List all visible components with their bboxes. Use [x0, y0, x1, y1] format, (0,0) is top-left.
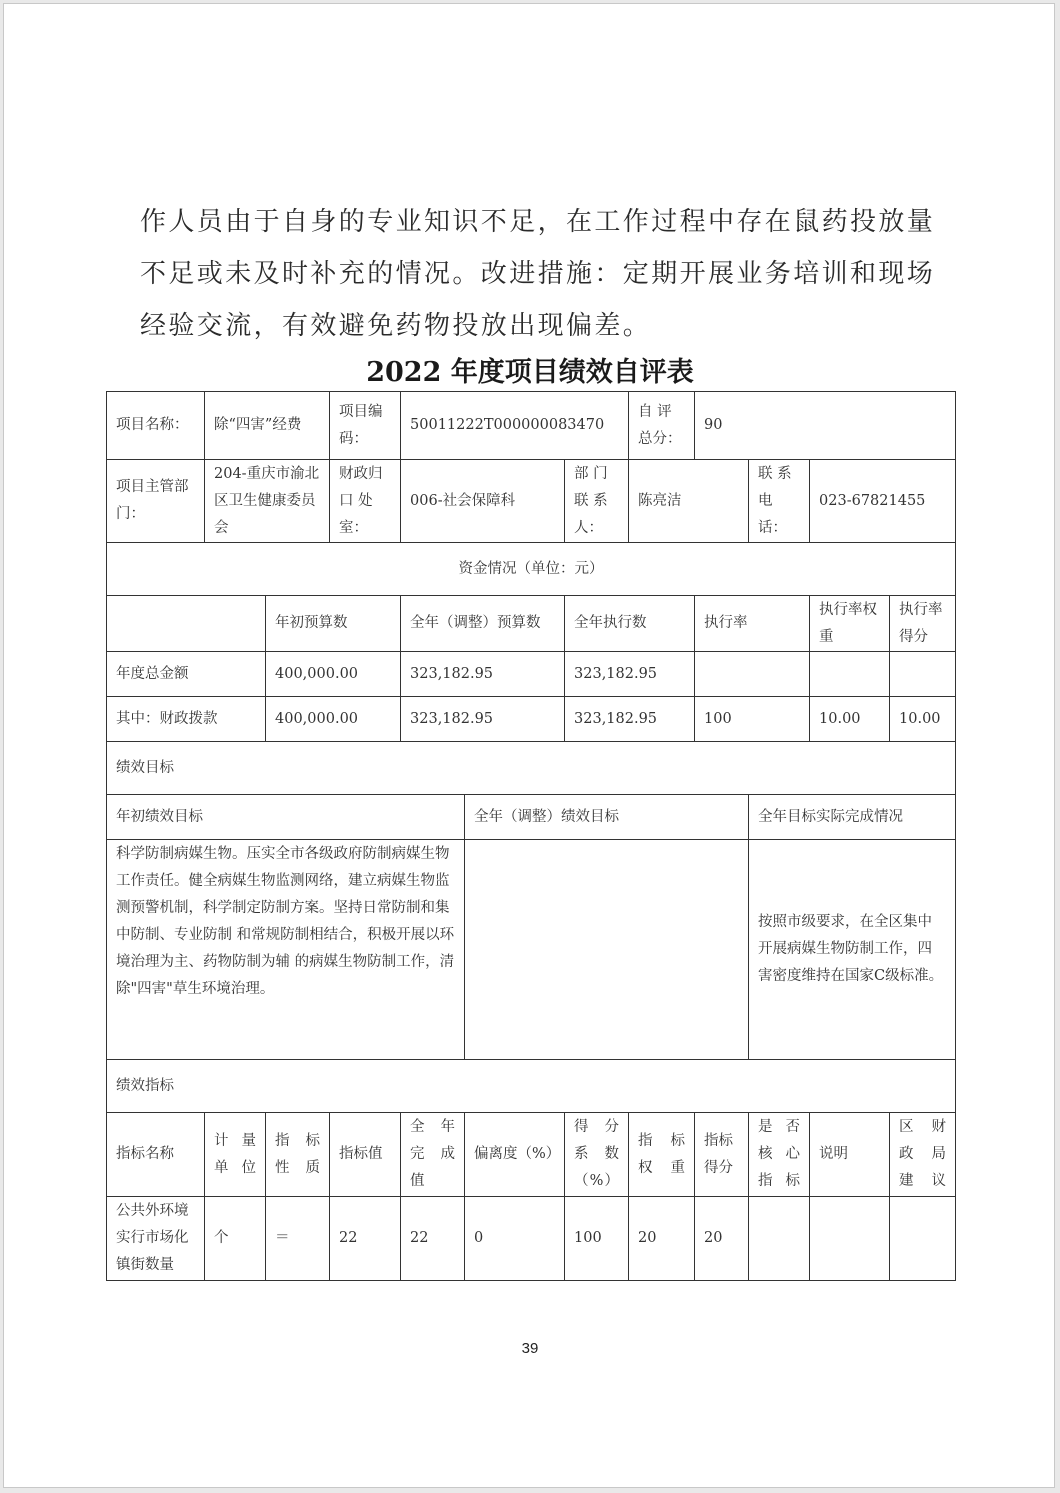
goals-initial-text: 科学防制病媒生物。压实全市各级政府防制病媒生物 工作责任。健全病媒生物监测网络，建立病媒生物监测预警机制，科学制定防制方案。坚持日常防制和集中防制、专业防制 和常规防制相结合，积极开展以环境治理为主、药物防制为辅 的病媒生物防制工作，清除"四害"草生环境治理。 [107, 840, 465, 1060]
funds-header-row [107, 543, 956, 596]
indicator-cell: 22 [401, 1197, 465, 1281]
contact-label: 部 门联 系人： [565, 460, 629, 543]
funds-cell: 400,000.00 [266, 652, 401, 697]
funds-header-cell: 执行率权重 [810, 596, 890, 652]
funds-row-fiscal [107, 697, 956, 742]
paragraph-line: 经验交流，有效避免药物投放出现偏差。 [140, 311, 652, 341]
body-paragraph [140, 196, 940, 352]
funds-cell: 323,182.95 [565, 697, 695, 742]
funds-row-total [107, 652, 956, 697]
self-score-value: 90 [695, 392, 956, 460]
goals-section-title: 绩效目标 [107, 742, 956, 795]
indicator-header-cell: 计 量单位 [205, 1113, 266, 1197]
indicator-cell: 20 [629, 1197, 695, 1281]
indicator-cell: ＝ [266, 1197, 330, 1281]
funds-cell: 年度总金额 [107, 652, 266, 697]
self-score-label: 自 评总分： [629, 392, 695, 460]
indicators-header-row [107, 1060, 956, 1113]
goals-header-row [107, 742, 956, 795]
indicator-cell: 个 [205, 1197, 266, 1281]
funds-header-cell: 执行率得分 [890, 596, 956, 652]
performance-table [106, 391, 956, 1281]
project-code-value: 50011222T000000083470 [401, 392, 629, 460]
indicator-cell: 0 [465, 1197, 565, 1281]
indicator-header-cell: 指 标性质 [266, 1113, 330, 1197]
indicator-header-cell: 是 否核 心指标 [749, 1113, 810, 1197]
phone-value: 023-67821455 [810, 460, 956, 543]
funds-cell: 其中：财政拨款 [107, 697, 266, 742]
funds-header-cell [107, 596, 266, 652]
indicator-cell [749, 1197, 810, 1281]
funds-cell [890, 652, 956, 697]
funds-cell: 10.00 [810, 697, 890, 742]
indicator-cell: 100 [565, 1197, 629, 1281]
indicator-header-cell: 指 标权重 [629, 1113, 695, 1197]
paragraph-line: 不足或未及时补充的情况。改进措施：定期开展业务培训和现场 [140, 259, 936, 289]
funds-cell: 323,182.95 [401, 697, 565, 742]
funds-header-cell: 全年（调整）预算数 [401, 596, 565, 652]
indicator-header-cell: 指标名称 [107, 1113, 205, 1197]
funds-header-cell: 年初预算数 [266, 596, 401, 652]
funds-cell: 100 [695, 697, 810, 742]
funds-cell: 323,182.95 [401, 652, 565, 697]
goals-actual-header: 全年目标实际完成情况 [749, 795, 956, 840]
funds-header-cell: 全年执行数 [565, 596, 695, 652]
funds-columns-row [107, 596, 956, 652]
indicator-cell: 20 [695, 1197, 749, 1281]
indicator-header-cell: 指标值 [330, 1113, 401, 1197]
funds-cell: 400,000.00 [266, 697, 401, 742]
funds-cell [810, 652, 890, 697]
project-name-value: 除“四害”经费 [205, 392, 330, 460]
dept-value: 204-重庆市渝北区卫生健康委员会 [205, 460, 330, 543]
goals-content-row [107, 840, 956, 1060]
goals-adjusted-text [465, 840, 749, 1060]
page-number: 39 [521, 1340, 539, 1357]
indicators-columns-row [107, 1113, 956, 1197]
indicator-cell [810, 1197, 890, 1281]
funds-cell [695, 652, 810, 697]
funds-cell: 10.00 [890, 697, 956, 742]
indicator-header-cell: 偏离度（%） [465, 1113, 565, 1197]
department-row [107, 460, 956, 543]
finance-office-value: 006-社会保障科 [401, 460, 565, 543]
finance-office-label: 财政归口 处室： [330, 460, 401, 543]
indicator-cell [890, 1197, 956, 1281]
contact-value: 陈亮洁 [629, 460, 749, 543]
project-row [107, 392, 956, 460]
funds-header-cell: 执行率 [695, 596, 810, 652]
goals-columns-row [107, 795, 956, 840]
paragraph-line: 作人员由于自身的专业知识不足，在工作过程中存在鼠药投放量 [140, 207, 936, 237]
indicator-header-cell: 全 年完 成值 [401, 1113, 465, 1197]
table-title: 2022 年度项目绩效自评表 [366, 357, 694, 388]
project-name-label: 项目名称： [107, 392, 205, 460]
indicator-cell: 22 [330, 1197, 401, 1281]
indicators-section-title: 绩效指标 [107, 1060, 956, 1113]
indicator-header-cell: 说明 [810, 1113, 890, 1197]
indicator-cell: 公共外环境实行市场化镇街数量 [107, 1197, 205, 1281]
indicator-header-cell: 指标得分 [695, 1113, 749, 1197]
phone-label: 联 系电话： [749, 460, 810, 543]
indicator-header-cell: 区 财政 局建议 [890, 1113, 956, 1197]
indicator-header-cell: 得 分系 数（%） [565, 1113, 629, 1197]
goals-actual-text: 按照市级要求，在全区集中开展病媒生物防制工作，四害密度维持在国家C级标准。 [749, 840, 956, 1060]
dept-label: 项目主管部门： [107, 460, 205, 543]
goals-adjusted-header: 全年（调整）绩效目标 [465, 795, 749, 840]
funds-section-title: 资金情况（单位：元） [107, 543, 956, 596]
project-code-label: 项目编码： [330, 392, 401, 460]
funds-cell: 323,182.95 [565, 652, 695, 697]
indicator-row [107, 1197, 956, 1281]
goals-initial-header: 年初绩效目标 [107, 795, 465, 840]
